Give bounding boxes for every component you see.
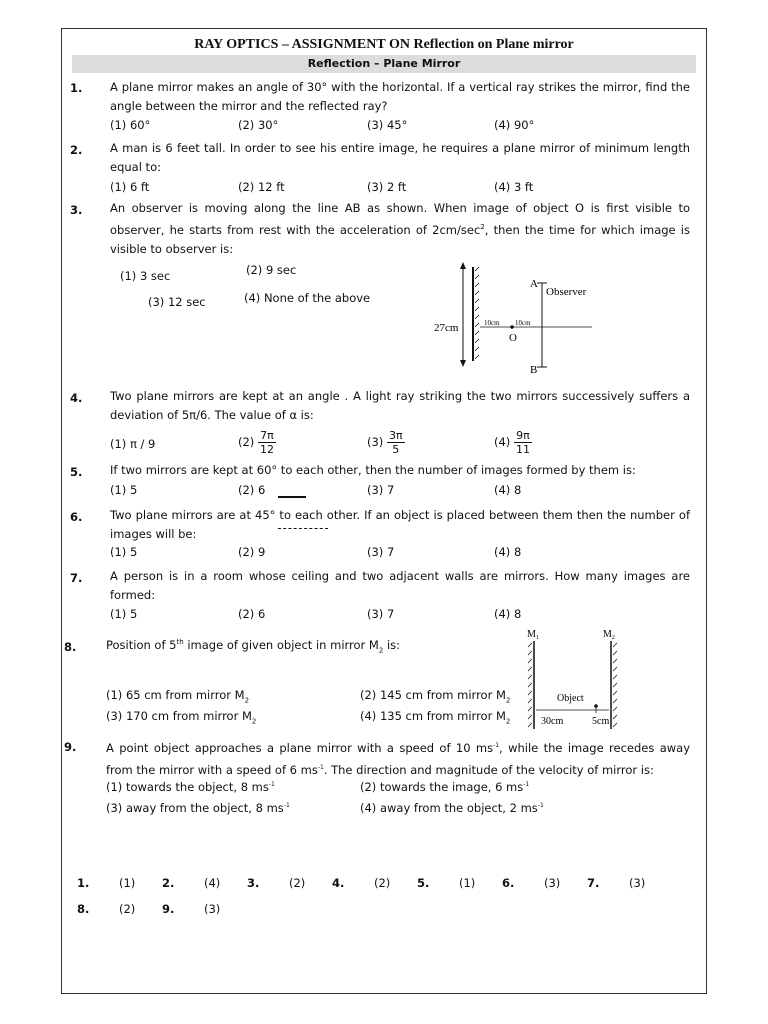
assignment-page [61, 28, 707, 994]
option: (1) 6 ft [110, 180, 150, 194]
object-label: O [509, 332, 517, 344]
observer-label: Observer [546, 286, 587, 298]
answer-item: 2. [162, 876, 175, 890]
answer-item: (3) [629, 876, 646, 890]
option: (4) 90° [494, 118, 535, 132]
distance-label: 30cm [541, 716, 564, 727]
question-number: 1. [70, 81, 83, 95]
option: (1) 65 cm from mirror $M_2$ [106, 688, 250, 705]
question-number: 8. [64, 640, 77, 654]
option: (2) 9 sec [246, 263, 297, 277]
question-number: 4. [70, 391, 83, 405]
option: (1) π / 9 [110, 437, 156, 451]
option: (4) 3 ft [494, 180, 534, 194]
section-heading: Reflection – Plane Mirror [72, 55, 696, 73]
option: (2) 145 cm from mirror $M_2$ [360, 688, 511, 705]
option: (4) away from the object, 2 $ms^{-1}$ [360, 801, 544, 815]
option: (4) 8 [494, 545, 522, 559]
question-number: 3. [70, 203, 83, 217]
option: (3) 12 sec [148, 295, 206, 309]
option: (1) 5 [110, 607, 138, 621]
option: (1) 3 sec [120, 269, 171, 283]
question-text: If two mirrors are kept at 60° to each other, then the number of images formed by them is: [110, 463, 636, 477]
question-number: 9. [64, 740, 77, 754]
answer-item: 1. [77, 876, 90, 890]
answer-item: 7. [587, 876, 600, 890]
page-title: RAY OPTICS – ASSIGNMENT ON Reflection on Plane mirror [194, 37, 574, 52]
object-label: Object [557, 693, 584, 704]
option: (3) 170 cm from mirror $M_2$ [106, 709, 257, 726]
option: (3) 7 [367, 483, 395, 497]
observer-diagram [432, 251, 602, 381]
dashed-mark [278, 528, 328, 529]
option: (2) 6 [238, 607, 266, 621]
option: (1) 60° [110, 118, 151, 132]
answer-item: (1) [459, 876, 476, 890]
option: (3) 7 [367, 545, 395, 559]
answer-item: 4. [332, 876, 345, 890]
option: (3) 2 ft [367, 180, 407, 194]
option: (3) $\frac{3\pi}{5}$ [367, 429, 403, 456]
question-text: A person is in a room whose ceiling and two adjacent walls are mirrors. How many images are formed: [110, 569, 690, 602]
question-text: Two plane mirrors are kept at an angle . A light ray striking the two mirrors successively suffers a deviation of 5π/6. The value of α is: [110, 389, 690, 422]
option: (1) 5 [110, 483, 138, 497]
option: (2) 9 [238, 545, 266, 559]
question-number: 7. [70, 571, 83, 585]
length-label: 27cm [434, 322, 459, 334]
point-a-label: A [530, 278, 538, 290]
distance-label: 10cm [515, 319, 531, 327]
option: (3) 45° [367, 118, 408, 132]
question-text: An observer is moving along the line AB as shown. When image of object O is first visible to observer, he starts from rest with the acceleration of $2cm/\sec^2$, then the time for which image is visible to observer is: [110, 201, 690, 256]
answer-item: (3) [544, 876, 561, 890]
answer-item: (2) [374, 876, 391, 890]
option: (4) 8 [494, 607, 522, 621]
answer-item: 3. [247, 876, 260, 890]
question-number: 2. [70, 143, 83, 157]
option: (1) 5 [110, 545, 138, 559]
mirror-m2-label: $M_2$ [603, 629, 615, 641]
question-text: A man is 6 feet tall. In order to see his entire image, he requires a plane mirror of minimum length equal to: [110, 141, 690, 174]
answer-item: (4) [204, 876, 221, 890]
question-text: Position of 5th image of given object in mirror $M_2$ is: [106, 638, 401, 655]
underline-mark [278, 496, 306, 498]
mirror-m1-label: $M_1$ [527, 629, 539, 641]
answer-item: 8. [77, 902, 90, 916]
option: (2) 12 ft [238, 180, 285, 194]
answer-item: (3) [204, 902, 221, 916]
question-number: 5. [70, 465, 83, 479]
option: (2) towards the image, 6 $ms^{-1}$ [360, 780, 530, 794]
option: (4) 135 cm from mirror $M_2$ [360, 709, 511, 726]
option: (3) 7 [367, 607, 395, 621]
option: (1) towards the object, 8 $ms^{-1}$ [106, 780, 275, 794]
option: (4) $\frac{9\pi}{11}$ [494, 429, 530, 456]
question-number: 6. [70, 510, 83, 524]
question-text: A plane mirror makes an angle of 30° with the horizontal. If a vertical ray strikes the mirror, find the angle between the mirror and the reflected ray? [110, 80, 690, 113]
option: (3) away from the object, 8 $ms^{-1}$ [106, 801, 290, 815]
answer-item: 6. [502, 876, 515, 890]
distance-label: 10cm [484, 319, 500, 327]
option: (4) None of the above [244, 291, 371, 305]
answer-item: (2) [119, 902, 136, 916]
answer-item: (1) [119, 876, 136, 890]
question-text: Two plane mirrors are at 45° to each other. If an object is placed between them then the number of images will be: [110, 508, 690, 541]
point-b-label: B [530, 364, 538, 376]
option: (2) $\frac{7\pi}{12}$ [238, 429, 274, 456]
option: (4) 8 [494, 483, 522, 497]
answer-item: 9. [162, 902, 175, 916]
distance-label: 5cm [592, 716, 610, 727]
option: (2) 30° [238, 118, 279, 132]
mirror-diagram [517, 625, 627, 735]
answer-item: (2) [289, 876, 306, 890]
answer-item: 5. [417, 876, 430, 890]
question-text: A point object approaches a plane mirror with a speed of 10 $ms^{-1}$, while the image recedes away from the mirror with a speed of 6 $ms^{-1}$. The direction and magnitude of the velocity of mirror is: [106, 740, 690, 777]
option: (2) 6 [238, 483, 266, 497]
